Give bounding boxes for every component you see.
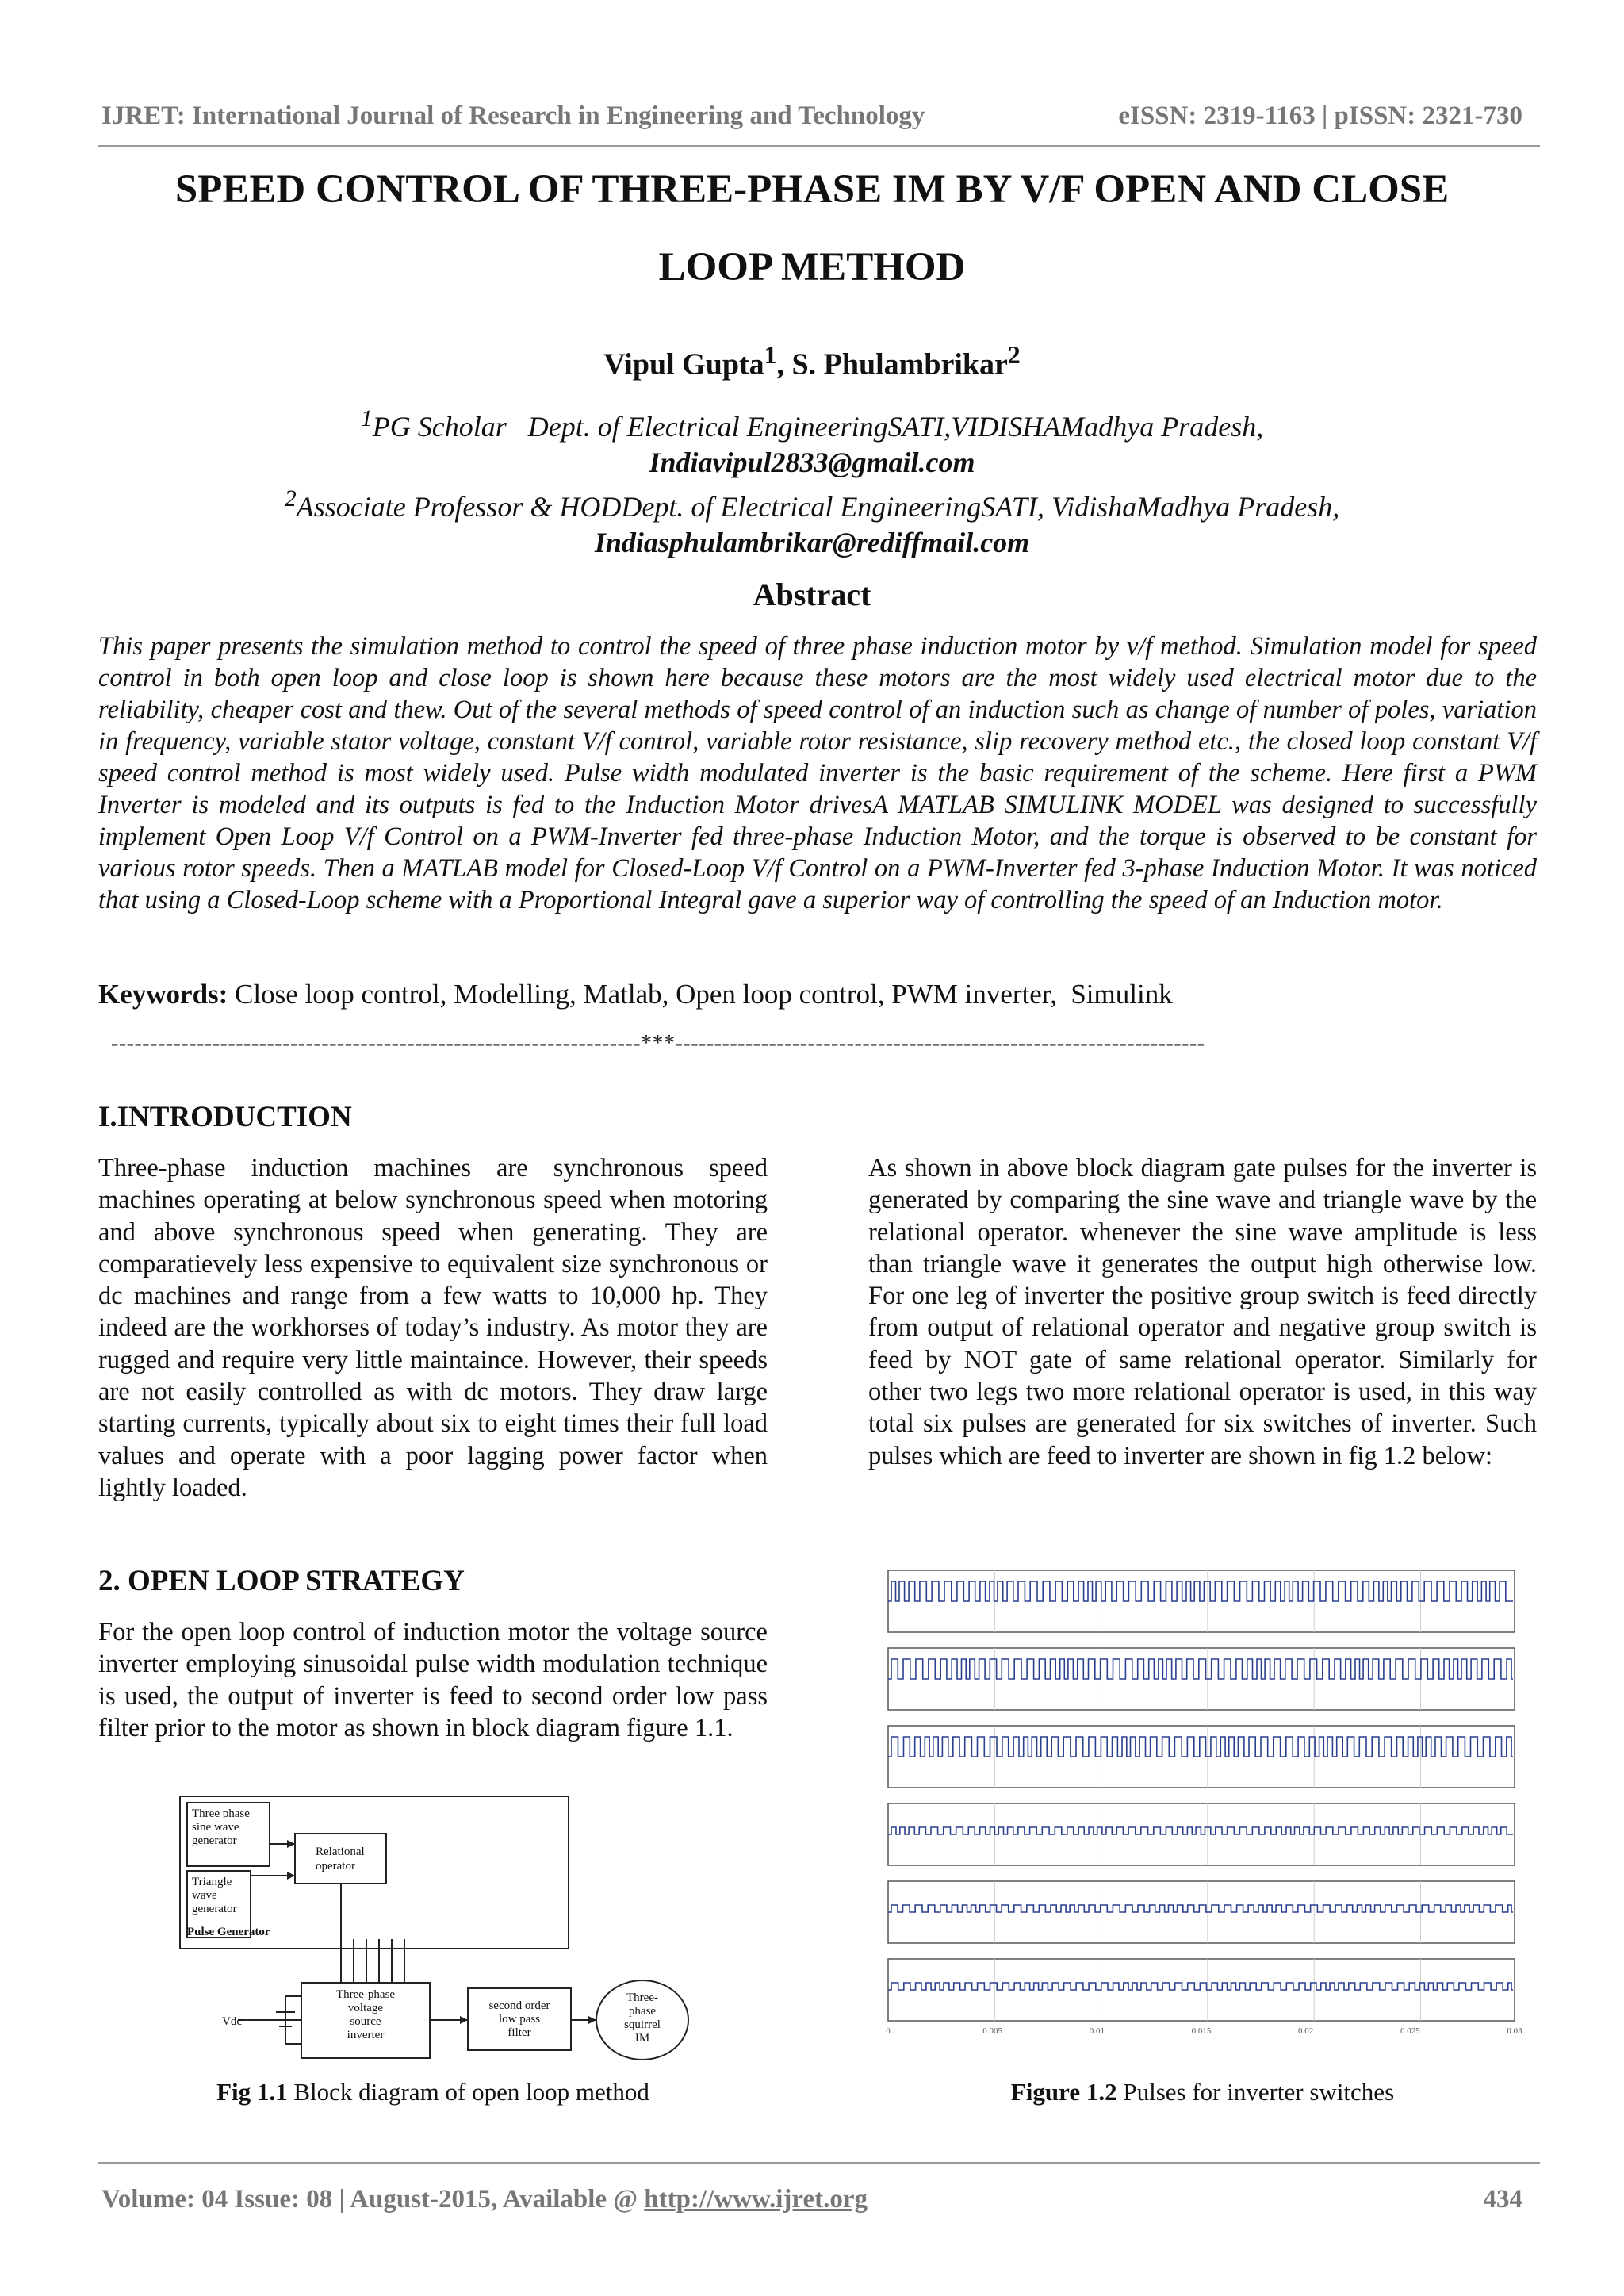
- relational-l1: Relational: [316, 1846, 365, 1858]
- author-2-sup: 2: [1007, 341, 1021, 369]
- page-footer: [102, 2185, 1522, 2214]
- intro-text: Three-phase induction machines are synchronous speed machines operating at below synchronous speed when motoring and above synchronous speed when generating. They are comparatievely less expensive to equivalent size synchronous or dc machines and range from a few watts to 10,000 hp. They indeed are the workhorses of today’s industry. As motor they are rugged and require very little maintaince. However, their speeds are not easily controlled as with dc motors. They draw large starting currents, typically about six to eight times their full load values and operate with a poor lagging power factor when lightly loaded.: [98, 1154, 768, 1502]
- journal-name: IJRET: International Journal of Research in Engineering and Technology: [102, 102, 925, 130]
- footer-rule: [98, 2162, 1540, 2164]
- fig-1-1-caption: [98, 2078, 768, 2106]
- author-2: S. Phulambrikar: [791, 347, 1008, 381]
- fig-1-1-block-diagram: [159, 1788, 769, 2074]
- keywords: [98, 979, 1537, 1010]
- x-tick-label: 0.03: [1507, 2026, 1522, 2036]
- x-tick-label: 0.025: [1400, 2026, 1420, 2036]
- running-header: [102, 102, 1522, 131]
- title-line-1: SPEED CONTROL OF THREE-PHASE IM BY V/F OPEN AND CLOSE: [174, 167, 1450, 212]
- fig-1-2-caption: [868, 2078, 1537, 2106]
- tri-gen-l2: wave: [192, 1889, 217, 1902]
- pulse-panel: [888, 1881, 1515, 1943]
- open-loop-heading: 2. OPEN LOOP STRATEGY: [98, 1565, 465, 1597]
- issn: eISSN: 2319-1163 | pISSN: 2321-730: [1118, 102, 1522, 130]
- fig-1-2-text: Pulses for inverter switches: [1116, 2078, 1395, 2106]
- fig-1-2-label: Figure 1.2: [1010, 2078, 1117, 2106]
- inverter-l2: voltage: [347, 2002, 384, 2014]
- x-tick-label: 0.015: [1191, 2026, 1212, 2036]
- fig-1-1-text: Block diagram of open loop method: [287, 2078, 649, 2106]
- pulse-panel: [888, 1726, 1515, 1788]
- header-rule: [98, 145, 1540, 147]
- motor-l3: squirrel: [624, 2018, 661, 2031]
- keywords-label: Keywords:: [98, 979, 228, 1010]
- x-tick-label: 0.02: [1298, 2026, 1314, 2036]
- author-1: Vipul Gupta: [603, 347, 764, 381]
- email-2[interactable]: Indiasphulambrikar@rediffmail.com: [594, 527, 1030, 558]
- vdc-label: Vdc: [222, 2015, 242, 2028]
- x-tick-label: 0.005: [982, 2026, 1003, 2036]
- footer-link[interactable]: http://www.ijret.org: [644, 2185, 868, 2214]
- filter-l2: low pass: [498, 2013, 541, 2026]
- intro-heading: I.INTRODUCTION: [98, 1101, 352, 1133]
- motor-l1: Three-: [626, 1991, 658, 2004]
- pulse-panel: [888, 1803, 1515, 1865]
- right-column-text: As shown in above block diagram gate pulses for the inverter is generated by comparing the sine wave and triangle wave by the relational operator. whenever the sine wave amplitude is less than triangle wave it generates the output high otherwise low. For one leg of inverter the positive group switch is feed directly from output of relational operator and negative group switch is feed by NOT gate of same relational operator. Similarly for other two legs two more relational operator is used, in this way total six pulses are generated for six switches of inverter. Such pulses which are feed to inverter are shown in fig 1.2 below:: [868, 1154, 1537, 1470]
- keywords-text: Close loop control, Modelling, Matlab, Open loop control, PWM inverter, Simulink: [228, 979, 1173, 1010]
- pulse-panel: [888, 1648, 1515, 1710]
- inverter-l4: inverter: [347, 2029, 385, 2041]
- page-number: 434: [1483, 2185, 1522, 2214]
- affiliation-1: $^1$PG Scholar Dept. of Electrical EngineeringSATI,VIDISHAMadhya Pradesh,: [360, 405, 1264, 443]
- sine-gen-l3: generator: [192, 1834, 237, 1847]
- pulse-panel: [888, 1959, 1515, 2021]
- affiliation-2: $^2$Associate Professor & HODDept. of Electrical EngineeringSATI, VidishaMadhya Pradesh,: [284, 485, 1340, 523]
- open-loop-text: For the open loop control of induction motor the voltage source inverter employing sinusoidal pulse width modulation technique is used, the output of inverter is feed to second order low pass filter prior to the motor as shown in block diagram figure 1.1.: [98, 1618, 768, 1742]
- tri-gen-l3: generator: [192, 1903, 237, 1915]
- filter-l1: second order: [488, 1999, 550, 2012]
- motor-l2: phase: [628, 2005, 657, 2018]
- filter-l3: filter: [508, 2026, 531, 2039]
- paper-title: [87, 151, 1537, 306]
- motor-l4: IM: [634, 2032, 650, 2045]
- inverter-l3: source: [350, 2015, 381, 2028]
- tri-gen-l1: Triangle: [192, 1876, 232, 1888]
- inverter-l1: Three-phase: [335, 1988, 396, 2001]
- footer-volume: Volume: 04 Issue: 08 | August-2015, Available @: [102, 2185, 645, 2214]
- relational-operator-box: [295, 1834, 386, 1884]
- x-tick-label: 0.01: [1089, 2026, 1105, 2036]
- authors: [0, 341, 1624, 382]
- section-separator: --------------------------------------------------------------------***--------------------------------------------------------------------: [111, 1031, 1205, 1056]
- pulse-panel: [888, 1570, 1515, 1632]
- email-1[interactable]: Indiavipul2833@gmail.com: [649, 447, 975, 478]
- sine-gen-l1: Three phase: [192, 1807, 250, 1820]
- title-line-2: LOOP METHOD: [658, 245, 966, 289]
- fig-1-1-label: Fig 1.1: [216, 2078, 288, 2106]
- relational-l2: operator: [316, 1860, 355, 1872]
- x-tick-label: 0: [886, 2026, 891, 2036]
- sine-gen-l2: sine wave: [192, 1821, 239, 1834]
- abstract-heading: Abstract: [753, 577, 871, 612]
- affiliations: [0, 401, 1624, 561]
- fig-1-2-pulse-plots: [871, 1554, 1529, 2070]
- author-sep: ,: [776, 347, 792, 381]
- pulse-gen-label: Pulse Generator: [187, 1926, 270, 1938]
- author-1-sup: 1: [764, 341, 777, 369]
- abstract-text: This paper presents the simulation method to control the speed of three phase induction motor by v/f method. Simulation model for speed control in both open loop and close loop is shown here because these motors are the most widely used electrical motor due to the reliability, cheaper cost and thew. Out of the several methods of speed control of an induction such as change of number of poles, variation in frequency, variable stator voltage, constant V/f control, variable rotor resistance, slip recovery method etc., the closed loop constant V/f speed control method is most widely used. Pulse width modulated inverter is the basic requirement of the scheme. Here first a PWM Inverter is modeled and its outputs is fed to the Induction Motor drivesA MATLAB SIMULINK MODEL was designed to successfully implement Open Loop V/f Control on a PWM-Inverter fed three-phase Induction Motor, and the torque is observed to be constant for various rotor speeds. Then a MATLAB model for Closed-Loop V/f Control on a PWM-Inverter fed 3-phase Induction Motor. It was noticed that using a Closed-Loop scheme with a Proportional Integral gave a superior way of controlling the speed of an Induction motor.: [98, 632, 1537, 914]
